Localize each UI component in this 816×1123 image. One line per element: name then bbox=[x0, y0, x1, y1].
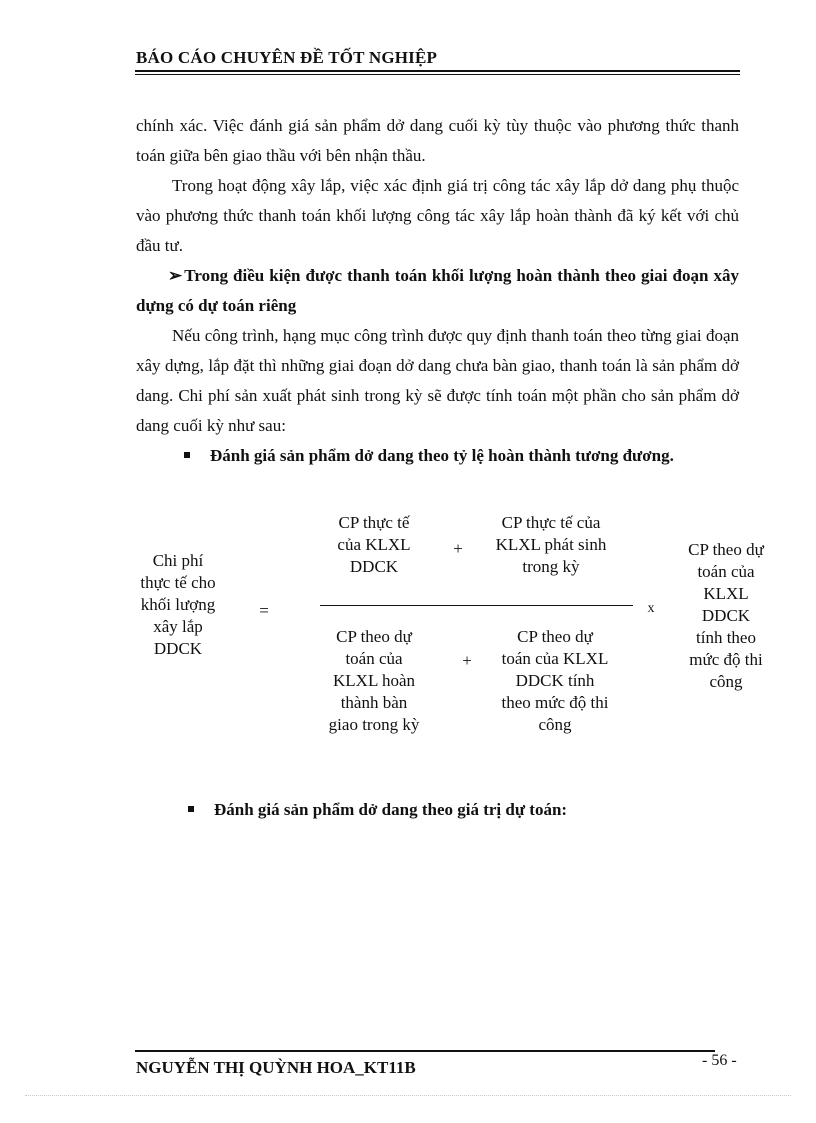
formula-rhs-line: tính theo bbox=[696, 628, 756, 647]
formula-numerator-a bbox=[320, 512, 428, 578]
formula-den-b-line: công bbox=[538, 715, 572, 734]
arrow-bullet-icon: ➢ bbox=[168, 266, 183, 285]
formula-rhs-line: CP theo dự bbox=[688, 540, 764, 559]
footer-author: NGUYỄN THỊ QUỲNH HOA_KT11B bbox=[136, 1058, 416, 1077]
formula-equals: = bbox=[259, 601, 269, 620]
formula-plus-numerator: + bbox=[453, 539, 463, 558]
formula-den-b-line: CP theo dự bbox=[517, 627, 593, 646]
formula-rhs-line: toán của bbox=[697, 562, 755, 581]
formula-num-b-line: CP thực tế của bbox=[501, 513, 601, 532]
formula-den-a-line: thành bàn bbox=[340, 693, 408, 712]
formula-lhs-line: DDCK bbox=[153, 639, 203, 658]
bullet-item-1-text: Đánh giá sản phẩm dở dang theo tỷ lệ hoàn thành tương đương. bbox=[210, 446, 674, 465]
bullet-item-2 bbox=[188, 800, 567, 820]
square-bullet-icon bbox=[184, 452, 190, 458]
paragraph-2: Trong hoạt động xây lắp, việc xác định giá trị công tác xây lắp dở dang phụ thuộc vào phương thức thanh toán khối lượng công tác xây lắp hoàn thành đã ký kết với chủ đầu tư. bbox=[136, 176, 739, 255]
formula-numerator-b bbox=[478, 512, 624, 578]
formula-lhs-line: Chi phí bbox=[152, 551, 204, 570]
formula-den-a-line: KLXL hoàn bbox=[333, 671, 415, 690]
formula-den-b-line: DDCK tính bbox=[515, 671, 595, 690]
formula-rhs-line: công bbox=[709, 672, 743, 691]
formula-den-a-line: giao trong kỳ bbox=[328, 715, 420, 734]
formula-num-a-line: của KLXL bbox=[337, 535, 411, 554]
header-rule-thin bbox=[135, 74, 740, 75]
formula-rhs-line: KLXL bbox=[703, 584, 749, 603]
formula-num-a-line: DDCK bbox=[349, 557, 399, 576]
formula-plus-denominator: + bbox=[462, 651, 472, 670]
section-heading bbox=[136, 261, 739, 321]
formula-lhs-line: khối lượng bbox=[140, 595, 216, 614]
formula-lhs-line: thực tế cho bbox=[140, 573, 216, 592]
formula-den-a-line: toán của bbox=[345, 649, 403, 668]
paragraph-3: Nếu công trình, hạng mục công trình được quy định thanh toán theo từng giai đoạn xây dựng, lắp đặt thì những giai đoạn dở dang chưa bàn giao, thanh toán là sản phẩm dở dang. Chi phí sản xuất phát sinh trong kỳ sẽ được tính toán một phần cho sản phẩm dở dang cuối kỳ như sau: bbox=[136, 326, 739, 435]
page-bottom-border bbox=[25, 1095, 791, 1096]
formula-rhs-line: mức độ thi bbox=[689, 650, 763, 669]
formula-rhs-line: DDCK bbox=[701, 606, 751, 625]
section-heading-text: Trong điều kiện được thanh toán khối lượng hoàn thành theo giai đoạn xây dựng có dự toán riêng bbox=[136, 266, 739, 315]
formula-num-b-line: trong kỳ bbox=[522, 557, 580, 576]
page-header-title: BÁO CÁO CHUYÊN ĐỀ TỐT NGHIỆP bbox=[136, 48, 438, 67]
formula-denominator-b bbox=[484, 626, 626, 736]
formula-lhs bbox=[128, 550, 228, 660]
formula-times: x bbox=[647, 601, 655, 616]
header-rule bbox=[135, 70, 740, 72]
formula-den-a-line: CP theo dự bbox=[336, 627, 412, 646]
bullet-item-2-text: Đánh giá sản phẩm dở dang theo giá trị dự toán: bbox=[214, 800, 568, 819]
page-number: - 56 - bbox=[702, 1052, 737, 1069]
formula-rhs bbox=[672, 539, 780, 693]
paragraph-1: chính xác. Việc đánh giá sản phẩm dở dang cuối kỳ tùy thuộc vào phương thức thanh toán giữa bên giao thầu với bên nhận thầu. bbox=[136, 116, 739, 165]
formula-num-a-line: CP thực tế bbox=[338, 513, 410, 532]
square-bullet-icon bbox=[188, 806, 194, 812]
bullet-item-1 bbox=[184, 446, 674, 466]
formula-den-b-line: toán của KLXL bbox=[501, 649, 609, 668]
fraction-bar bbox=[320, 605, 633, 606]
footer-rule bbox=[135, 1050, 715, 1052]
formula-denominator-a bbox=[316, 626, 432, 736]
formula-num-b-line: KLXL phát sinh bbox=[495, 535, 607, 554]
formula-lhs-line: xây lắp bbox=[153, 617, 203, 636]
formula-den-b-line: theo mức độ thi bbox=[501, 693, 609, 712]
